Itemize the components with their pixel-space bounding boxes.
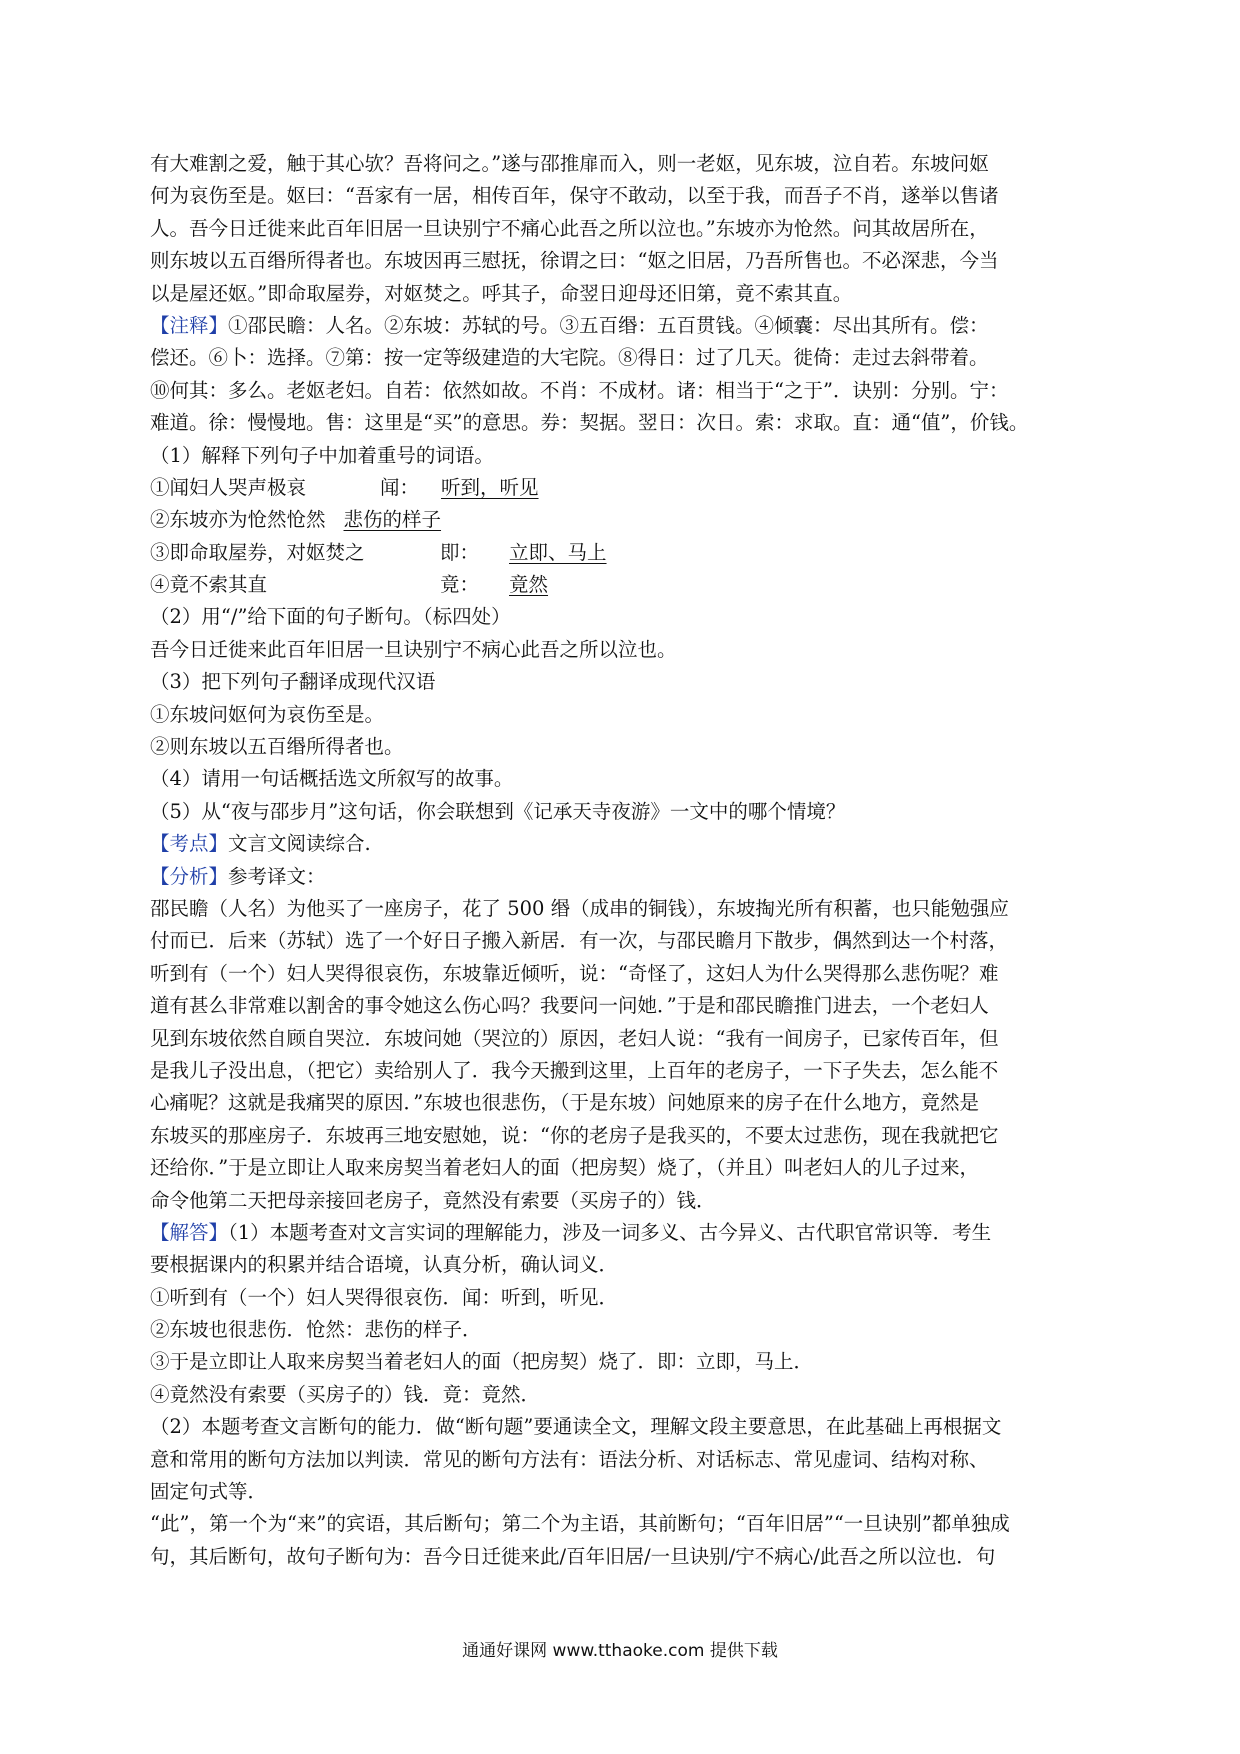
passage-line: 则东坡以五百缗所得者也。东坡因再三慰抚，徐谓之曰：“妪之旧居，乃吾所售也。不必深悲，今当 (150, 249, 999, 273)
jieda-line: 要根据课内的积累并结合语境，认真分析，确认词义． (150, 1253, 619, 1277)
notes-section (150, 310, 1095, 440)
jieda-line: ①听到有（一个）妇人哭得很哀伤．闻：听到，听见． (150, 1285, 619, 1309)
question-2 (150, 601, 1095, 666)
fenxi-line: 还给你．”于是立即让人取来房契当着老妇人的面（把房契）烧了，（并且）叫老妇人的儿子过来， (150, 1156, 979, 1180)
q3-item: ①东坡问妪何为哀伤至是。 (150, 702, 385, 726)
q1-answer: 悲伤的样子 (343, 508, 442, 532)
q1-answer: 立即、马上 (509, 540, 607, 564)
question-prompt: （3）把下列句子翻译成现代汉语 (150, 670, 436, 694)
q1-answer: 听到，听见 (441, 475, 539, 499)
passage-line: 人。吾今日迁徙来此百年旧居一旦诀别宁不痛心此吾之所以泣也。”东坡亦为怆然。问其故居所在， (150, 216, 989, 240)
q2-sentence: 吾今日迁徙来此百年旧居一旦诀别宁不病心此吾之所以泣也。 (150, 637, 677, 661)
fenxi-line: 听到有（一个）妇人哭得很哀伤，东坡靠近倾听，说：“奇怪了，这妇人为什么哭得那么悲伤呢？难 (150, 961, 999, 985)
fenxi-line: 道有甚么非常难以割舍的事令她这么伤心吗？我要问一问她．”于是和邵民瞻推门进去，一个老妇人 (150, 994, 989, 1018)
jieda-line: ③于是立即让人取来房契当着老妇人的面（把房契）烧了．即：立即，马上． (150, 1350, 814, 1374)
kaodian-label: 【考点】 (150, 832, 229, 856)
jieda-line: “此”，第一个为“来”的宾语，其后断句；第二个为主语，其前断句；“百年旧居”“一旦诀别”都单独成 (150, 1512, 1010, 1536)
notes-line: 偿还。⑥卜：选择。⑦第：按一定等级建造的大宅院。⑧得日：过了几天。徙倚：走过去斜带着。 (150, 346, 989, 370)
q1-word: 竟： (440, 573, 480, 597)
q1-item (150, 537, 1095, 569)
fenxi-line: 付而已．后来（苏轼）选了一个好日子搬入新居．有一次，与邵民瞻月下散步，偶然到达一个村落， (150, 929, 1009, 953)
fenxi-label: 【分析】 (150, 864, 229, 888)
jieda-line: ④竟然没有索要（买房子的）钱．竟：竟然． (150, 1382, 541, 1406)
jieda-line: 意和常用的断句方法加以判读．常见的断句方法有：语法分析、对话标志、常见虚词、结构对称、 (150, 1447, 989, 1471)
kaodian-text: 文言文阅读综合. (228, 832, 371, 856)
question-3 (150, 666, 1095, 763)
fenxi-line: 命令他第二天把母亲接回老房子，竟然没有索要（买房子的）钱． (150, 1188, 716, 1212)
jieda-line: 固定句式等． (150, 1480, 268, 1504)
q1-item (150, 504, 1095, 536)
kaodian-section (150, 828, 1095, 860)
notes-label: 【注释】 (150, 313, 229, 337)
fenxi-line: 见到东坡依然自顾自哭泣．东坡问她（哭泣的）原因，老妇人说：“我有一间房子，已家传百年，但 (150, 1026, 999, 1050)
passage-line: 有大难割之爱，触于其心欤？吾将问之。”遂与邵推扉而入，则一老妪，见东坡，泣自若。东坡问妪 (150, 152, 989, 175)
q1-answer: 竟然 (509, 573, 549, 597)
fenxi-line: 心痛呢？这就是我痛哭的原因．”东坡也很悲伤，（于是东坡）问她原来的房子在什么地方，竟然是 (150, 1091, 979, 1115)
q1-word: 闻： (380, 475, 420, 499)
notes-line: 难道。徐：慢慢地。售：这里是“买”的意思。券：契据。翌日：次日。索：求取。直：通“值”，价钱。 (150, 411, 1029, 435)
q1-sentence: ①闻妇人哭声极哀 (150, 475, 307, 499)
notes-line: ①邵民瞻：人名。②东坡：苏轼的号。③五百缗：五百贯钱。④倾囊：尽出其所有。偿： (228, 313, 989, 337)
q1-word: 即： (440, 540, 480, 564)
passage (150, 148, 1095, 310)
jieda-line: ②东坡也很悲伤．怆然：悲伤的样子． (150, 1318, 482, 1342)
passage-line: 以是屋还妪。”即命取屋券，对妪焚之。呼其子，命翌日迎母还旧第，竟不索其直。 (150, 281, 853, 305)
document-body (150, 148, 1095, 1573)
notes-line: ⑩何其：多么。老妪老妇。自若：依然如故。不肖：不成材。诸：相当于“之于”．诀别：分别。宁： (150, 378, 1009, 402)
page-footer: 通通好课网 www.tthaoke.com 提供下载 (462, 1641, 778, 1661)
jieda-line: （2）本题考查文言断句的能力．做“断句题”要通读全文，理解文段主要意思，在此基础上再根据文 (150, 1415, 1002, 1439)
question-4: （4）请用一句话概括选文所叙写的故事。 (150, 767, 514, 791)
fenxi-text: 参考译文： (228, 864, 326, 888)
fenxi-line: 邵民瞻（人名）为他买了一座房子，花了 500 缗（成串的铜钱），东坡掏光所有积蓄，也只能勉强应 (150, 896, 1009, 920)
jieda-line: 句，其后断句，故句子断句为：吾今日迁徙来此/百年旧居/一旦诀别/宁不病心/此吾之所以泣也．句 (150, 1544, 996, 1568)
q1-sentence: ④竟不索其直 (150, 573, 268, 597)
q1-sentence: ③即命取屋券，对妪焚之 (150, 540, 365, 564)
jieda-label: 【解答】 (150, 1220, 229, 1244)
q1-item (150, 472, 1095, 504)
question-prompt: （1）解释下列句子中加着重号的词语。 (150, 443, 494, 467)
q1-item (150, 569, 1095, 601)
jieda-first: （1）本题考查对文言实词的理解能力，涉及一词多义、古今异义、古代职官常识等．考生 (228, 1220, 992, 1244)
q3-item: ②则东坡以五百缗所得者也。 (150, 735, 404, 759)
question-1 (150, 440, 1095, 602)
fenxi-line: 东坡买的那座房子．东坡再三地安慰她，说：“你的老房子是我买的，不要太过悲伤，现在我就把它 (150, 1123, 999, 1147)
q1-sentence: ②东坡亦为怆然怆然 (150, 508, 326, 532)
fenxi-section (150, 861, 1095, 1217)
question-prompt: （2）用“/”给下面的句子断句。（标四处） (150, 605, 511, 629)
jieda-section (150, 1217, 1095, 1573)
question-5: （5）从“夜与邵步月”这句话，你会联想到《记承天寺夜游》一文中的哪个情境？ (150, 799, 846, 823)
fenxi-line: 是我儿子没出息，（把它）卖给别人了．我今天搬到这里，上百年的老房子，一下子失去，怎么能不 (150, 1058, 999, 1082)
passage-line: 何为哀伤至是。妪曰：“吾家有一居，相传百年，保守不敢动，以至于我，而吾子不肖，遂举以售诸 (150, 184, 999, 208)
